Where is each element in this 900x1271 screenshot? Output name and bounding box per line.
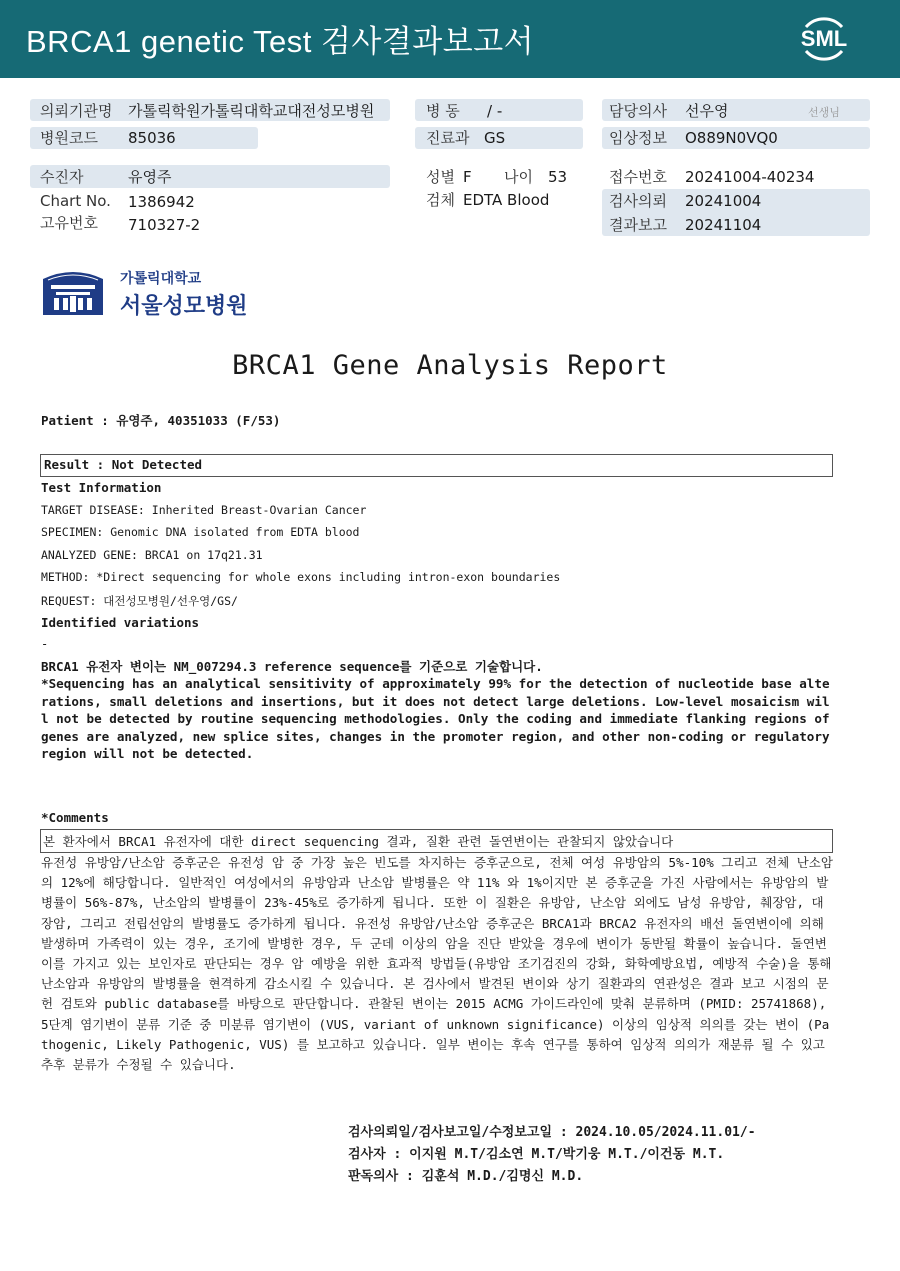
result-box: [40, 454, 833, 477]
receipt-value: 20241004-40234: [685, 168, 815, 186]
age-label: 나이: [504, 168, 533, 186]
target-disease: TARGET DISEASE: Inherited Breast-Ovarian Cancer: [41, 503, 367, 517]
sex-label: 성별: [426, 168, 455, 186]
comment-box: [40, 829, 833, 853]
unique-value: 710327-2: [128, 216, 201, 234]
patient-value: 유영주: [128, 168, 172, 186]
identified-value: -: [41, 637, 49, 651]
patient-label: 수진자: [40, 168, 84, 186]
comment-summary: 본 환자에서 BRCA1 유전자에 대한 direct sequencing 결과, 질환 관련 돌연변이는 관찰되지 않았습니다: [43, 834, 674, 849]
report-header: [0, 0, 900, 78]
reference-line: BRCA1 유전자 변이는 NM_007294.3 reference sequence를 기준으로 기술합니다.: [41, 659, 543, 674]
readers-line: 판독의사 : 김훈석 M.D./김명신 M.D.: [348, 1169, 584, 1184]
comment-body: 유전성 유방암/난소암 증후군은 유전성 암 중 가장 높은 빈도를 차지하는 증후군으로, 전체 여성 유방암의 5%-10% 그리고 전체 난소암의 12%에 해당합니다. 일반적인 여성에서의 유방암과 난소암 발병률은 약 11% 와 1%이지만 본 증후군을 가진 사람에서는 유방암의 발병률이 56%-87%, 난소암의 발병률이 23%-45%로 증가하게 됩니다. 또한 이 질환은 유방암, 난소암 외에도 남성 유방암, 췌장암, 대장암, 그리고 전립선암의 발병률도 증가하게 됩니다. 유전성 유방암/난소암 증후군은 BRCA1과 BRCA2 유전자의 배선 돌연변이에 의해 발생하며 가족력이 있는 경우, 조기에 발병한 경우, 두 군데 이상의 암을 진단 받았을 경우에 변이가 동반될 확률이 높습니다. 돌연변이를 가지고 있는 보인자로 판단되는 경우 암 예방을 위한 효과적 방법들(유방암 조기검진의 강화, 화학예방요법, 예방적 수술)을 통해 난소암과 유방암의 발병률을 현격하게 감소시킬 수 있습니다. 본 검사에서 발견된 변이와 상기 질환과의 연관성은 결과 보고 시점의 문헌 검토와 public database를 바탕으로 판단합니다. 관찰된 변이는 2015 ACMG 가이드라인에 맞춰 분류하며 (PMID: 25741868), 5단계 염기변이 분류 기준 중 미분류 염기변이 (VUS, variant of unknown significance) 이상의 임상적 의의를 갖는 변이 (Pathogenic, Likely Pathogenic, VUS) 를 보고하고 있습니다. 일부 변이는 후속 연구를 통하여 임상적 의의가 재분류 될 수 있고 추후 분류가 수정될 수 있습니다.: [41, 855, 833, 1073]
hospital-name-large: 서울성모병원: [120, 294, 248, 319]
clinical-label: 임상정보: [609, 129, 667, 147]
catholic-university-seal-icon: [40, 267, 106, 319]
hospital-name-small: 가톨릭대학교: [120, 271, 202, 287]
hospital-code-value: 85036: [128, 129, 176, 147]
specimen-line: SPECIMEN: Genomic DNA isolated from EDTA blood: [41, 525, 360, 539]
dates-line: 검사의뢰일/검사보고일/수정보고일 : 2024.10.05/2024.11.01/-: [348, 1125, 756, 1140]
dept-label: 진료과: [426, 129, 470, 147]
patient-line: Patient : 유영주, 40351033 (F/53): [41, 413, 281, 428]
examiners-line: 검사자 : 이지원 M.T/김소연 M.T/박기웅 M.T./이건동 M.T.: [348, 1147, 725, 1162]
doctor-label: 담당의사: [609, 102, 667, 120]
request-label: 검사의뢰: [609, 192, 667, 210]
hospital-code-label: 병원코드: [40, 129, 98, 147]
brand-text: SML: [800, 26, 848, 51]
ward-label: 병 동: [426, 102, 460, 120]
institution-label: 의뢰기관명: [40, 102, 113, 120]
analyzed-gene: ANALYZED GENE: BRCA1 on 17q21.31: [41, 548, 263, 562]
age-value: 53: [548, 168, 568, 186]
doctor-suffix: 선생님: [808, 106, 840, 119]
sensitivity-paragraph: *Sequencing has an analytical sensitivity of approximately 99% for the detection of nucleotide base alterations, small deletions and insertions, but it does not detect large deletions. Low-level mosaicism will not be detected by routine sequencing methodologies. Only the coding and immediate flanking regions of genes are analyzed, new splice sites, changes in the promoter region, and other non-coding or regulatory region will not be detected.: [41, 676, 830, 761]
chart-label: Chart No.: [40, 192, 111, 210]
specimen-value: EDTA Blood: [463, 191, 550, 209]
receipt-label: 접수번호: [609, 168, 667, 186]
dept-value: GS: [484, 129, 506, 147]
ward-value: / -: [487, 102, 503, 120]
unique-label: 고유번호: [40, 214, 98, 232]
institution-value: 가톨릭학원가톨릭대학교대전성모병원: [128, 102, 375, 120]
method-line: METHOD: *Direct sequencing for whole exons including intron-exon boundaries: [41, 570, 561, 584]
sex-value: F: [463, 168, 472, 186]
specimen-label: 검체: [426, 191, 455, 209]
report-date-value: 20241104: [685, 216, 762, 234]
chart-value: 1386942: [128, 193, 195, 211]
doctor-value: 선우영: [685, 102, 729, 120]
report-title: BRCA1 Gene Analysis Report: [232, 350, 668, 381]
header-title: BRCA1 genetic Test 검사결과보고서: [26, 24, 535, 59]
patient-bar: [30, 165, 390, 188]
test-info-heading: Test Information: [41, 480, 162, 495]
result-text: Result : Not Detected: [44, 457, 203, 472]
comments-heading: *Comments: [41, 810, 109, 825]
request-value: 20241004: [685, 192, 762, 210]
clinical-value: O889N0VQ0: [685, 129, 778, 147]
sml-logo-icon: [798, 13, 850, 65]
report-date-label: 결과보고: [609, 216, 667, 234]
request-line: REQUEST: 대전성모병원/선우영/GS/: [41, 594, 238, 608]
identified-heading: Identified variations: [41, 615, 200, 630]
